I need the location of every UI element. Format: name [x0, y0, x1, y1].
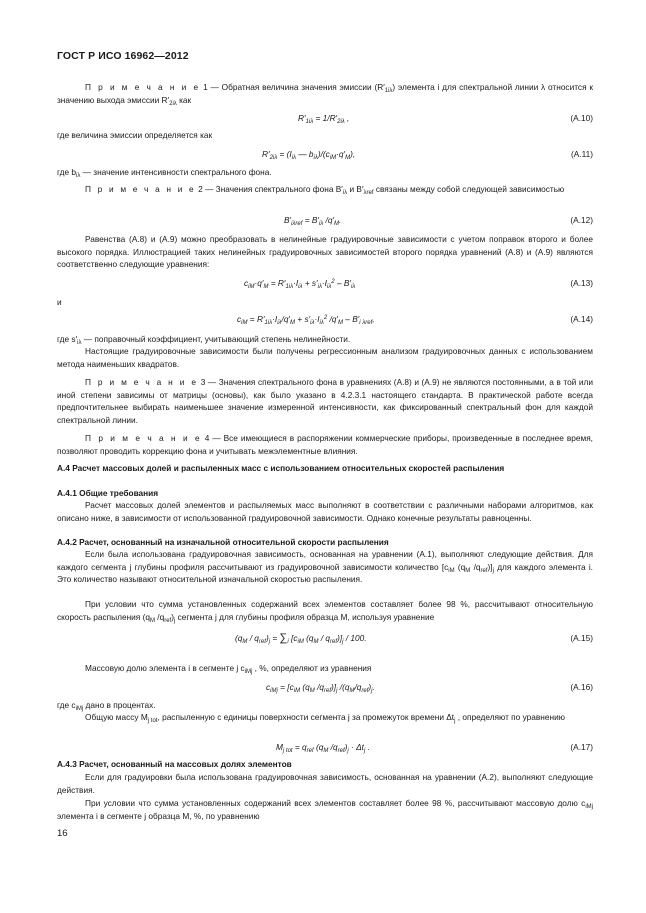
page-number: 16 [57, 828, 68, 839]
equation-a13-formula: $c_{iM}\cdot q'_M = R'_{1i\lambda}\cdot I_{i\lambda} + s'_{i\lambda}\cdot I_{i\lambda}^2 - B'_{i\lambda}$ [244, 278, 356, 290]
mass-fraction-text: Массовую долю элемента i в сегменте j $c_{iMj}$ , %, определяют из уравнения [85, 663, 372, 675]
note-1: П р и м е ч а н и е 1 — Обратная величина значения эмиссии $(R'_{1i\lambda})$ элемента i для спектральной линии λ относится к значению выхода эмиссии $R'_{2i\lambda}$ как [57, 82, 593, 107]
equation-a14-formula: $c_{iM} = R'_{1i\lambda}\cdot I_{i\lambda}/q'_M + s'_{i\lambda}\cdot I_{i\lambda}^2$ $/q'_M - B'_{i \lambda ref}$, [237, 314, 375, 326]
intensity-definition: где величина эмиссии определяется как [57, 130, 213, 140]
section-a4-heading: А.4 Расчет массовых долей и распыленных масс с использованием относительных скоростей распыления [57, 463, 505, 473]
equation-a10-formula: $R'_{1i\lambda} = 1/R'_{2i\lambda}$ , [298, 113, 350, 125]
section-a41-heading: А.4.1 Общие требования [57, 488, 159, 498]
background-definition: где $b_{i\lambda}$ — значение интенсивности спектрального фона. [57, 167, 272, 179]
section-a43-paragraph: Если для градуировки была использована градуировочная зависимость, основанная на уравнении (А.2), выполняют следующие действия. [57, 772, 593, 795]
equation-a12-formula: $B'_{i\lambda ref} = B'_{i\lambda}$ $/q'_M$. [284, 215, 342, 227]
equation-a10-number: (А.10) [570, 113, 593, 123]
note-3: П р и м е ч а н и е 3 — Значения спектрального фона в уравнениях (А.8) и (А.9) не являются постоянными, а в той или иной степени зависимы от матрицы (основы), как было указано в 4.2.3.1 настоящего стандарта. В практической работе всегда предпочтительнее выбирать наименьшее значение измеренной интенсивности, как фиксированный спектральный фон для каждой спектральной линии. [57, 377, 593, 425]
coefficient-definition: где $s'_{i\lambda}$ — поправочный коэффициент, учитывающий степень нелинейности. [57, 334, 351, 346]
section-a42-heading: А.4.2 Расчет, основанный на изначальной относительной скорости распыления [57, 537, 389, 547]
note-4: П р и м е ч а н и е 4 — Все имеющиеся в распоряжении коммерческие приборы, произведенные в последнее время, позволяют проводить коррекцию фона и учитывать межэлементные влияния. [57, 433, 593, 456]
equation-a12 [57, 214, 593, 227]
note-2: П р и м е ч а н и е 2 — Значения спектрального фона $B'_{i\lambda}$ и $B'_{\lambda ref}$ связаны между собой следующей зависимостью [85, 184, 565, 196]
equation-a13 [57, 277, 593, 290]
equation-a17-number: (А.17) [570, 742, 593, 752]
equation-a17 [57, 741, 593, 754]
section-a43-heading: А.4.3 Расчет, основанный на массовых долях элементов [57, 759, 292, 769]
percent-note: где $c_{iMj}$ дано в процентах. [57, 700, 156, 712]
total-mass-paragraph: Общую массу $M_{j tot}$, распыленную с единицы поверхности сегмента j за промежуток времени $\Delta t_j$ , определяют по уравнению [85, 712, 565, 724]
condition-paragraph-2: При условии что сумма установленных содержаний всех элементов составляет более 98 %, рассчитывают массовую долю $c_{iMj}$ элемента i в сегменте j образца M, %, по уравнению [57, 798, 593, 821]
equation-a17-formula: $M_{j tot} = q_{ref}$ ($q_M$ $/q_{ref})_j \cdot \Delta t_j$ . [276, 742, 370, 754]
equation-a11 [57, 148, 593, 161]
equation-a11-number: (А.11) [571, 149, 593, 159]
nonlinear-paragraph: Равенства (А.8) и (А.9) можно преобразовать в нелинейные градуировочные зависимости с учетом поправок второго и более высокого порядка. Иллюстрацией таких нелинейных градуировочных зависимостей второго порядка уравнений (А.8) и (А.9) являются соответственно следующие уравнения: [57, 234, 593, 270]
equation-a15-number: (А.15) [570, 633, 593, 643]
equation-a14 [57, 313, 593, 326]
equation-a16-number: (А.16) [570, 682, 593, 692]
equation-a12-number: (А.12) [570, 215, 593, 225]
equation-a16 [57, 681, 593, 694]
section-a42-paragraph: Если была использована градуировочная зависимость, основанная на уравнении (А.1), выполняют следующие действия. Для каждого сегмента j глубины профиля рассчитывают из градуировочной зависимости количество [$c_{iM}$ ($q_M$ $/q_{ref})]_j$ для каждого элемента i. Это количество называют относительной изначальной скоростью распыления. [57, 549, 593, 585]
standard-header: ГОСТ Р ИСО 16962—2012 [57, 50, 189, 62]
equation-a10 [57, 112, 593, 125]
equation-a16-formula: $c_{iMj} = [c_{iM}$ ($q_M$ $/q_{ref})]_j$ $/(q_M/q_{ref})_j$. [266, 682, 375, 694]
section-a41-paragraph: Расчет массовых долей элементов и распыляемых масс выполняют в соответствии с различными наборами алгоритмов, как описано ниже, в зависимости от использованной градуировочной зависимости. Однако конечные результаты равноценны. [57, 500, 593, 523]
regression-paragraph: Настоящие градуировочные зависимости были получены регрессионным анализом градуировочных данных с использованием метода наименьших квадратов. [57, 346, 593, 369]
condition-paragraph-1: При условии что сумма установленных содержаний всех элементов составляет более 98 %, рассчитывают относительную скорость распыления ($q_M$ $/q_{ref})_j$ сегмента j для глубины профиля образца M, используя уравнение [57, 599, 593, 624]
equation-a14-number: (А.14) [570, 314, 593, 324]
equation-a13-number: (А.13) [570, 278, 593, 288]
conjunction-and: и [57, 297, 62, 307]
equation-a11-formula: $R'_{2i\lambda} = (I_{i\lambda}$ — $b_{i\lambda})/(c_{iM}\cdot q'_M)$, [262, 149, 356, 161]
equation-a15 [57, 632, 593, 645]
equation-a15-formula: $(q_M / q_{ref})_j = \sum_i$ [$c_{iM}$ $(q_M / q_{ref})]_j / 100$. [235, 632, 367, 645]
